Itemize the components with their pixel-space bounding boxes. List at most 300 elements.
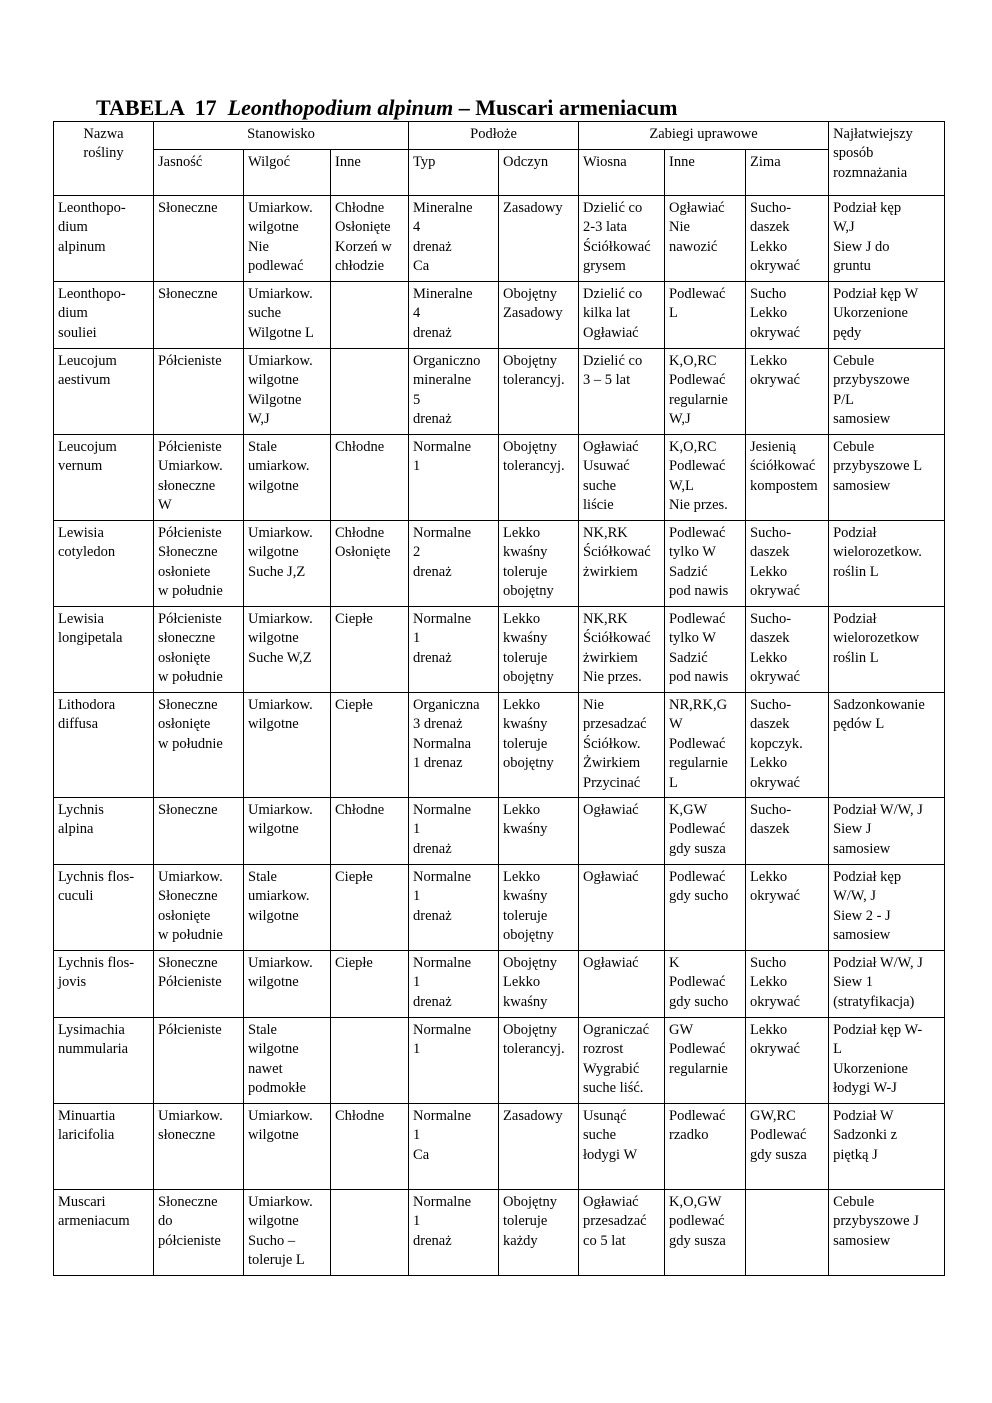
cell-line: Sucho-	[750, 611, 792, 627]
cell-line: tolerancyj.	[503, 372, 565, 389]
cell-typ	[409, 865, 499, 951]
cell-line: do	[158, 1213, 173, 1230]
header-zabiegi: Zabiegi uprawowe	[579, 122, 829, 150]
cell-line: Lekko	[750, 305, 788, 322]
cell-line: Półcieniste	[158, 525, 222, 541]
cell-line: słoneczne	[158, 630, 216, 647]
cell-line: chłodzie	[335, 258, 385, 275]
cell-line: Cebule	[833, 353, 875, 369]
cell-line: Lysimachia	[58, 1022, 125, 1038]
cell-line: wilgotne	[248, 1041, 299, 1058]
cell-line: W/W, J	[833, 888, 877, 905]
cell-line: nawet	[248, 1060, 283, 1077]
header-rozmnazanie	[829, 122, 945, 196]
cell-line: Chłodne	[335, 525, 385, 541]
cell-line: GW	[669, 1022, 694, 1038]
cell-line: Obojętny	[503, 1022, 557, 1038]
cell-line: Lekko	[750, 1022, 788, 1038]
cell-line: drenaż	[413, 411, 452, 428]
header-podloze: Podłoże	[409, 122, 579, 150]
cell-line: Sucho-	[750, 525, 792, 541]
cell-line: Umiarkow.	[248, 525, 313, 541]
cell-line: Siew J	[833, 821, 872, 838]
header-inne-zabiegi: Inne	[665, 150, 746, 196]
cell-jasnosc	[154, 607, 244, 693]
cell-jasnosc	[154, 1190, 244, 1276]
cell-line: Minuartia	[58, 1108, 116, 1124]
cell-line: Usuwać	[583, 458, 630, 475]
cell-line: dium	[58, 305, 88, 322]
cell-line: w południe	[158, 735, 223, 752]
cell-line: Ciepłe	[335, 697, 373, 713]
cell-plant-name	[54, 196, 154, 282]
cell-line: Ciepłe	[335, 611, 373, 627]
cell-line: okrywać	[750, 324, 800, 341]
header-odczyn: Odczyn	[499, 150, 579, 196]
cell-line: tylko W	[669, 630, 716, 647]
cell-line: drenaż	[413, 238, 452, 255]
cell-line: każdy	[503, 1232, 538, 1249]
cell-line: daszek	[750, 219, 790, 236]
cell-odczyn	[499, 951, 579, 1018]
cell-inne-zabiegi	[665, 435, 746, 521]
cell-line: obojętny	[503, 755, 554, 772]
cell-line: cuculi	[58, 888, 94, 905]
cell-line: 4	[413, 305, 421, 322]
cell-line: gdy susza	[750, 1146, 807, 1163]
cell-line: 1	[413, 458, 421, 475]
cell-line: okrywać	[750, 669, 800, 686]
cell-inne-zabiegi	[665, 951, 746, 1018]
cell-line: w południe	[158, 669, 223, 686]
header-rozmnazanie-line: Najłatwiejszy	[833, 126, 913, 142]
cell-line: Podział kęp	[833, 200, 902, 216]
cell-inne-stanowisko	[331, 196, 409, 282]
cell-line: osłonięte	[158, 907, 211, 924]
cell-line: GW,RC	[750, 1108, 796, 1124]
cell-line: wilgotne	[248, 1213, 299, 1230]
cell-line: Umiarkow.	[248, 802, 313, 818]
cell-line: rozrost	[583, 1041, 624, 1058]
cell-line: osłoniete	[158, 563, 211, 580]
cell-typ	[409, 693, 499, 798]
cell-line: gdy sucho	[669, 993, 729, 1010]
cell-line: L	[669, 774, 678, 791]
cell-rozmnazanie	[829, 1104, 945, 1190]
cell-line: okrywać	[750, 372, 800, 389]
cell-line: Mineralne	[413, 286, 473, 302]
cell-line: Wilgotne	[248, 391, 302, 408]
cell-line: dium	[58, 219, 88, 236]
cell-line: w południe	[158, 927, 223, 944]
cell-inne-stanowisko	[331, 1018, 409, 1104]
cell-inne-zabiegi	[665, 1104, 746, 1190]
cell-line: wilgotne	[248, 821, 299, 838]
cell-line: Normalne	[413, 869, 472, 885]
cell-line: wilgotne	[248, 477, 299, 494]
cell-line: Wygrabić	[583, 1060, 640, 1077]
cell-line: Muscari	[58, 1194, 106, 1210]
header-wilgoc: Wilgoć	[244, 150, 331, 196]
table-body	[54, 196, 945, 1276]
cell-line: okrywać	[750, 888, 800, 905]
cell-line: roślin L	[833, 649, 879, 666]
cell-line: Umiarkow.	[248, 955, 313, 971]
cell-zima	[746, 865, 829, 951]
cell-line: wilgotne	[248, 974, 299, 991]
cell-line: Nie przes.	[669, 497, 728, 514]
cell-line: Podlewać	[669, 1108, 726, 1124]
cell-line: souliei	[58, 324, 97, 341]
cell-jasnosc	[154, 349, 244, 435]
cell-line: Sucho-	[750, 802, 792, 818]
cell-line: Obojętny	[503, 286, 557, 302]
cell-line: Osłonięte	[335, 544, 391, 561]
cell-line: tolerancyj.	[503, 458, 565, 475]
cell-line: Podlewać	[669, 611, 726, 627]
cell-line: Ograniczać	[583, 1022, 650, 1038]
cell-line: 3 drenaż	[413, 716, 463, 733]
cell-line: NK,RK	[583, 525, 628, 541]
cell-odczyn	[499, 607, 579, 693]
cell-line: laricifolia	[58, 1127, 115, 1144]
cell-plant-name	[54, 798, 154, 865]
cell-line: kompostem	[750, 477, 818, 494]
cell-line: L	[669, 305, 678, 322]
cell-line: Obojętny	[503, 955, 557, 971]
cell-line: kilka lat	[583, 305, 631, 322]
cell-line: obojętny	[503, 927, 554, 944]
cell-line: suche liść.	[583, 1080, 644, 1097]
cell-line: P/L	[833, 391, 855, 408]
cell-line: okrywać	[750, 583, 800, 600]
cell-line: jovis	[58, 974, 87, 991]
cell-line: Lekko	[503, 697, 541, 713]
cell-line: gdy susza	[669, 1232, 726, 1249]
cell-line: okrywać	[750, 774, 800, 791]
cell-line: K	[669, 955, 680, 971]
title-prefix: TABELA 17	[96, 95, 228, 120]
cell-line: toleruje	[503, 1213, 548, 1230]
cell-typ	[409, 435, 499, 521]
cell-line: podlewać	[248, 258, 304, 275]
cell-rozmnazanie	[829, 282, 945, 349]
cell-line: Mineralne	[413, 200, 473, 216]
cell-line: obojętny	[503, 583, 554, 600]
cell-line: regularnie	[669, 391, 728, 408]
cell-line: okrywać	[750, 1041, 800, 1058]
cell-line: Półcieniste	[158, 1022, 222, 1038]
cell-zima	[746, 521, 829, 607]
cell-inne-zabiegi	[665, 349, 746, 435]
cell-line: Podlewać	[669, 869, 726, 885]
cell-line: alpina	[58, 821, 94, 838]
cell-wilgoc	[244, 1018, 331, 1104]
cell-inne-zabiegi	[665, 607, 746, 693]
cell-line: Półcieniste	[158, 611, 222, 627]
cell-line: Lekko	[750, 649, 788, 666]
cell-line: 2-3 lata	[583, 219, 627, 236]
cell-wiosna	[579, 349, 665, 435]
cell-inne-stanowisko	[331, 349, 409, 435]
cell-wilgoc	[244, 435, 331, 521]
cell-line: Osłonięte	[335, 219, 391, 236]
cell-line: Organiczno	[413, 353, 481, 369]
cell-plant-name	[54, 1190, 154, 1276]
cell-line: Umiarkow.	[248, 200, 313, 216]
cell-line: drenaż	[413, 649, 452, 666]
cell-line: 1 drenaz	[413, 755, 463, 772]
cell-line: żwirkiem	[583, 563, 638, 580]
cell-line: Obojętny	[503, 439, 557, 455]
cell-line: Lithodora	[58, 697, 116, 713]
cell-line: kopczyk.	[750, 735, 803, 752]
cell-line: przybyszowe L	[833, 458, 923, 475]
cell-line: kwaśny	[503, 544, 548, 561]
cell-wilgoc	[244, 607, 331, 693]
cell-inne-stanowisko	[331, 865, 409, 951]
cell-line: Podział W	[833, 1108, 894, 1124]
cell-line: podmokłe	[248, 1080, 306, 1097]
cell-inne-stanowisko	[331, 607, 409, 693]
cell-line: Nie przes.	[583, 669, 642, 686]
cell-wilgoc	[244, 282, 331, 349]
cell-line: samosiew	[833, 927, 891, 944]
cell-line: Chłodne	[335, 802, 385, 818]
cell-line: Stale	[248, 439, 277, 455]
cell-line: słoneczne	[158, 1127, 216, 1144]
cell-line: łodygi W	[583, 1146, 638, 1163]
cell-typ	[409, 607, 499, 693]
cell-line: Lekko	[503, 802, 541, 818]
cell-zima	[746, 607, 829, 693]
header-zima: Zima	[746, 150, 829, 196]
cell-line: cotyledon	[58, 544, 116, 561]
cell-typ	[409, 951, 499, 1018]
cell-line: Lekko	[750, 869, 788, 885]
table-row	[54, 865, 945, 951]
cell-line: kwaśny	[503, 993, 548, 1010]
cell-line: Ściółkow.	[583, 735, 641, 752]
cell-line: wilgotne	[248, 544, 299, 561]
cell-line: Sucho –	[248, 1232, 296, 1249]
cell-line: Lekko	[750, 974, 788, 991]
cell-line: Korzeń w	[335, 238, 392, 255]
cell-line: Umiarkow.	[158, 869, 223, 885]
cell-line: Lychnis flos-	[58, 955, 135, 971]
cell-line: Ogławiać	[583, 439, 639, 455]
cell-zima	[746, 1018, 829, 1104]
cell-odczyn	[499, 435, 579, 521]
cell-line: Ciepłe	[335, 869, 373, 885]
cell-line: Lekko	[750, 755, 788, 772]
cell-line: Stale	[248, 1022, 277, 1038]
header-name	[54, 122, 154, 196]
cell-line: pod nawis	[669, 583, 729, 600]
cell-line: Lekko	[503, 611, 541, 627]
cell-zima	[746, 693, 829, 798]
cell-line: nummularia	[58, 1041, 129, 1058]
cell-line: toleruje	[503, 563, 548, 580]
cell-wiosna	[579, 196, 665, 282]
cell-wiosna	[579, 521, 665, 607]
cell-line: Podział kęp W-	[833, 1022, 923, 1038]
cell-jasnosc	[154, 693, 244, 798]
cell-jasnosc	[154, 798, 244, 865]
cell-plant-name	[54, 865, 154, 951]
cell-line: daszek	[750, 544, 790, 561]
cell-plant-name	[54, 435, 154, 521]
cell-line: Ukorzenione	[833, 305, 908, 322]
cell-line: toleruje	[503, 735, 548, 752]
cell-line: NK,RK	[583, 611, 628, 627]
cell-inne-zabiegi	[665, 798, 746, 865]
cell-line: Przycinać	[583, 774, 641, 791]
cell-plant-name	[54, 349, 154, 435]
cell-line: grysem	[583, 258, 626, 275]
cell-line: Chłodne	[335, 439, 385, 455]
cell-line: samosiew	[833, 1232, 891, 1249]
cell-wiosna	[579, 865, 665, 951]
cell-line: Półcieniste	[158, 974, 222, 991]
table-row	[54, 1190, 945, 1276]
table-row	[54, 693, 945, 798]
cell-line: 4	[413, 219, 421, 236]
header-name-line: rośliny	[83, 145, 124, 162]
cell-rozmnazanie	[829, 798, 945, 865]
cell-line: osłonięte	[158, 649, 211, 666]
cell-line: Ciepłe	[335, 955, 373, 971]
cell-line: przybyszowe J	[833, 1213, 919, 1230]
cell-line: wilgotne	[248, 630, 299, 647]
cell-line: przesadzać	[583, 716, 647, 733]
cell-line: Dzielić co	[583, 286, 643, 302]
cell-line: wilgotne	[248, 219, 299, 236]
cell-odczyn	[499, 282, 579, 349]
cell-line: Sadzonki z	[833, 1127, 898, 1144]
cell-line: Podlewać	[669, 735, 726, 752]
cell-line: toleruje	[503, 649, 548, 666]
cell-line: wilgotne	[248, 1127, 299, 1144]
cell-line: regularnie	[669, 755, 728, 772]
table-row	[54, 435, 945, 521]
cell-line: Ściółkować	[583, 238, 651, 255]
cell-line: okrywać	[750, 258, 800, 275]
cell-line: Dzielić co	[583, 353, 643, 369]
cell-line: Siew 2 - J	[833, 907, 891, 924]
cell-line: W	[669, 716, 683, 733]
cell-jasnosc	[154, 951, 244, 1018]
cell-inne-stanowisko	[331, 435, 409, 521]
cell-line: samosiew	[833, 477, 891, 494]
cell-line: Podział W/W, J	[833, 955, 923, 971]
cell-line: diffusa	[58, 716, 99, 733]
cell-line: Normalne	[413, 955, 472, 971]
cell-line: wielorozetkow.	[833, 544, 922, 561]
cell-line: Normalne	[413, 802, 472, 818]
cell-zima	[746, 282, 829, 349]
cell-line: 1	[413, 1127, 421, 1144]
cell-line: Podział	[833, 611, 877, 627]
cell-line: wilgotne	[248, 716, 299, 733]
cell-inne-zabiegi	[665, 865, 746, 951]
cell-jasnosc	[154, 865, 244, 951]
cell-line: Ogławiać	[583, 1194, 639, 1210]
cell-jasnosc	[154, 282, 244, 349]
table-row	[54, 607, 945, 693]
cell-rozmnazanie	[829, 349, 945, 435]
cell-line: pod nawis	[669, 669, 729, 686]
cell-typ	[409, 521, 499, 607]
header-wiosna: Wiosna	[579, 150, 665, 196]
cell-line: armeniacum	[58, 1213, 130, 1230]
cell-line: K,O,RC	[669, 353, 717, 369]
cell-wilgoc	[244, 1104, 331, 1190]
cell-line: Normalne	[413, 611, 472, 627]
cell-line: Podlewać	[669, 525, 726, 541]
cell-wilgoc	[244, 1190, 331, 1276]
cell-line: Zasadowy	[503, 305, 563, 322]
cell-line: Podlewać	[750, 1127, 807, 1144]
cell-line: suche	[248, 305, 282, 322]
cell-line: nawozić	[669, 238, 718, 255]
cell-line: Sadzić	[669, 649, 708, 666]
cell-odczyn	[499, 1018, 579, 1104]
cell-line: 5	[413, 391, 421, 408]
cell-line: 1	[413, 1213, 421, 1230]
table-row	[54, 196, 945, 282]
table-row	[54, 282, 945, 349]
cell-line: Nie	[583, 697, 604, 713]
cell-rozmnazanie	[829, 865, 945, 951]
cell-line: Sucho-	[750, 697, 792, 713]
cell-line: Ściółkować	[583, 544, 651, 561]
table-row	[54, 1104, 945, 1190]
title-species: Leonthopodium alpinum	[227, 95, 454, 120]
cell-line: 3 – 5 lat	[583, 372, 631, 389]
cell-line: Ogławiać	[583, 324, 639, 341]
cell-line: Sadzonkowanie	[833, 697, 925, 713]
cell-line: Umiarkow.	[248, 611, 313, 627]
cell-line: co 5 lat	[583, 1232, 626, 1249]
cell-line: Lychnis flos-	[58, 869, 135, 885]
cell-line: Słoneczne	[158, 802, 218, 818]
cell-line: Leucojum	[58, 439, 117, 455]
cell-line: Chłodne	[335, 200, 385, 216]
cell-line: Lekko	[503, 869, 541, 885]
cell-line: Ogławiać	[583, 869, 639, 885]
cell-rozmnazanie	[829, 951, 945, 1018]
cell-line: K,O,GW	[669, 1194, 722, 1210]
cell-line: ściółkować	[750, 458, 816, 475]
cell-wiosna	[579, 951, 665, 1018]
cell-rozmnazanie	[829, 693, 945, 798]
header-typ: Typ	[409, 150, 499, 196]
cell-line: kwaśny	[503, 716, 548, 733]
cell-line: mineralne	[413, 372, 472, 389]
cell-line: Nie	[248, 238, 269, 255]
cell-inne-stanowisko	[331, 693, 409, 798]
cell-line: Siew J do	[833, 238, 890, 255]
cell-inne-stanowisko	[331, 282, 409, 349]
cell-line: Usunąć	[583, 1108, 627, 1124]
cell-line: Sucho-	[750, 200, 792, 216]
cell-line: Ukorzenione	[833, 1060, 908, 1077]
cell-line: Dzielić co	[583, 200, 643, 216]
cell-line: Podlewać	[669, 821, 726, 838]
cell-line: Obojętny	[503, 1194, 557, 1210]
cell-line: Sucho	[750, 286, 787, 302]
